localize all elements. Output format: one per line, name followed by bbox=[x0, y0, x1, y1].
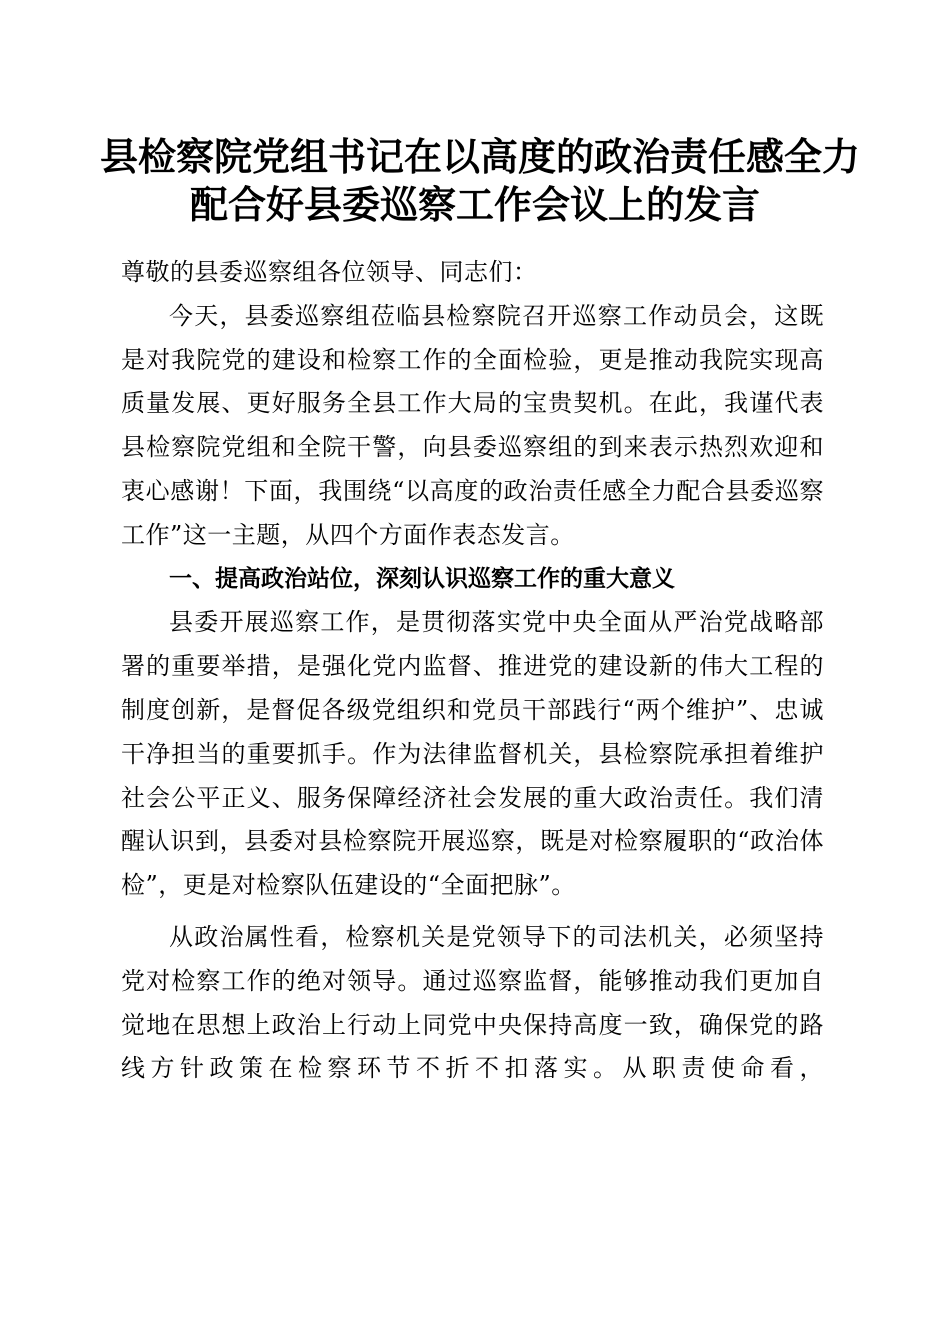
paragraph-significance: 县委开展巡察工作，是贯彻落实党中央全面从严治党战略部署的重要举措，是强化党内监督、推进党的建设新的伟大工程的制度创新，是督促各级党组织和党员干部践行“两个维护”、忠诚干净担当的重要抓手。作为法律监督机关，县检察院承担着维护社会公平正义、服务保障经济社会发展的重大政治责任。我们清醒认识到，县委对县检察院开展巡察，既是对检察履职的“政治体检”，更是对检察队伍建设的“全面把脉”。 bbox=[121, 608, 824, 900]
section-heading-1: 一、提高政治站位，深刻认识巡察工作的重大意义 bbox=[169, 565, 675, 592]
title-line-1: 县检察院党组书记在以高度的政治责任感全力 bbox=[100, 134, 861, 179]
title-line-2: 配合好县委巡察工作会议上的发言 bbox=[189, 182, 760, 227]
document-body bbox=[121, 251, 824, 1091]
document-title bbox=[100, 133, 861, 229]
paragraph-spacer bbox=[121, 908, 824, 916]
paragraph-political-attribute: 从政治属性看，检察机关是党领导下的司法机关，必须坚持党对检察工作的绝对领导。通过巡察监督，能够推动我们更加自觉地在思想上政治上行动上同党中央保持高度一致，确保党的路线方针政策在检察环节不折不扣落实。从职责使命看， bbox=[121, 922, 824, 1083]
salutation: 尊敬的县委巡察组各位领导、同志们： bbox=[121, 258, 538, 286]
paragraph-opening: 今天，县委巡察组莅临县检察院召开巡察工作动员会，这既是对我院党的建设和检察工作的全面检验，更是推动我院实现高质量发展、更好服务全县工作大局的宝贵契机。在此，我谨代表县检察院党组和全院干警，向县委巡察组的到来表示热烈欢迎和衷心感谢！下面，我围绕“以高度的政治责任感全力配合县委巡察工作”这一主题，从四个方面作表态发言。 bbox=[121, 301, 824, 549]
